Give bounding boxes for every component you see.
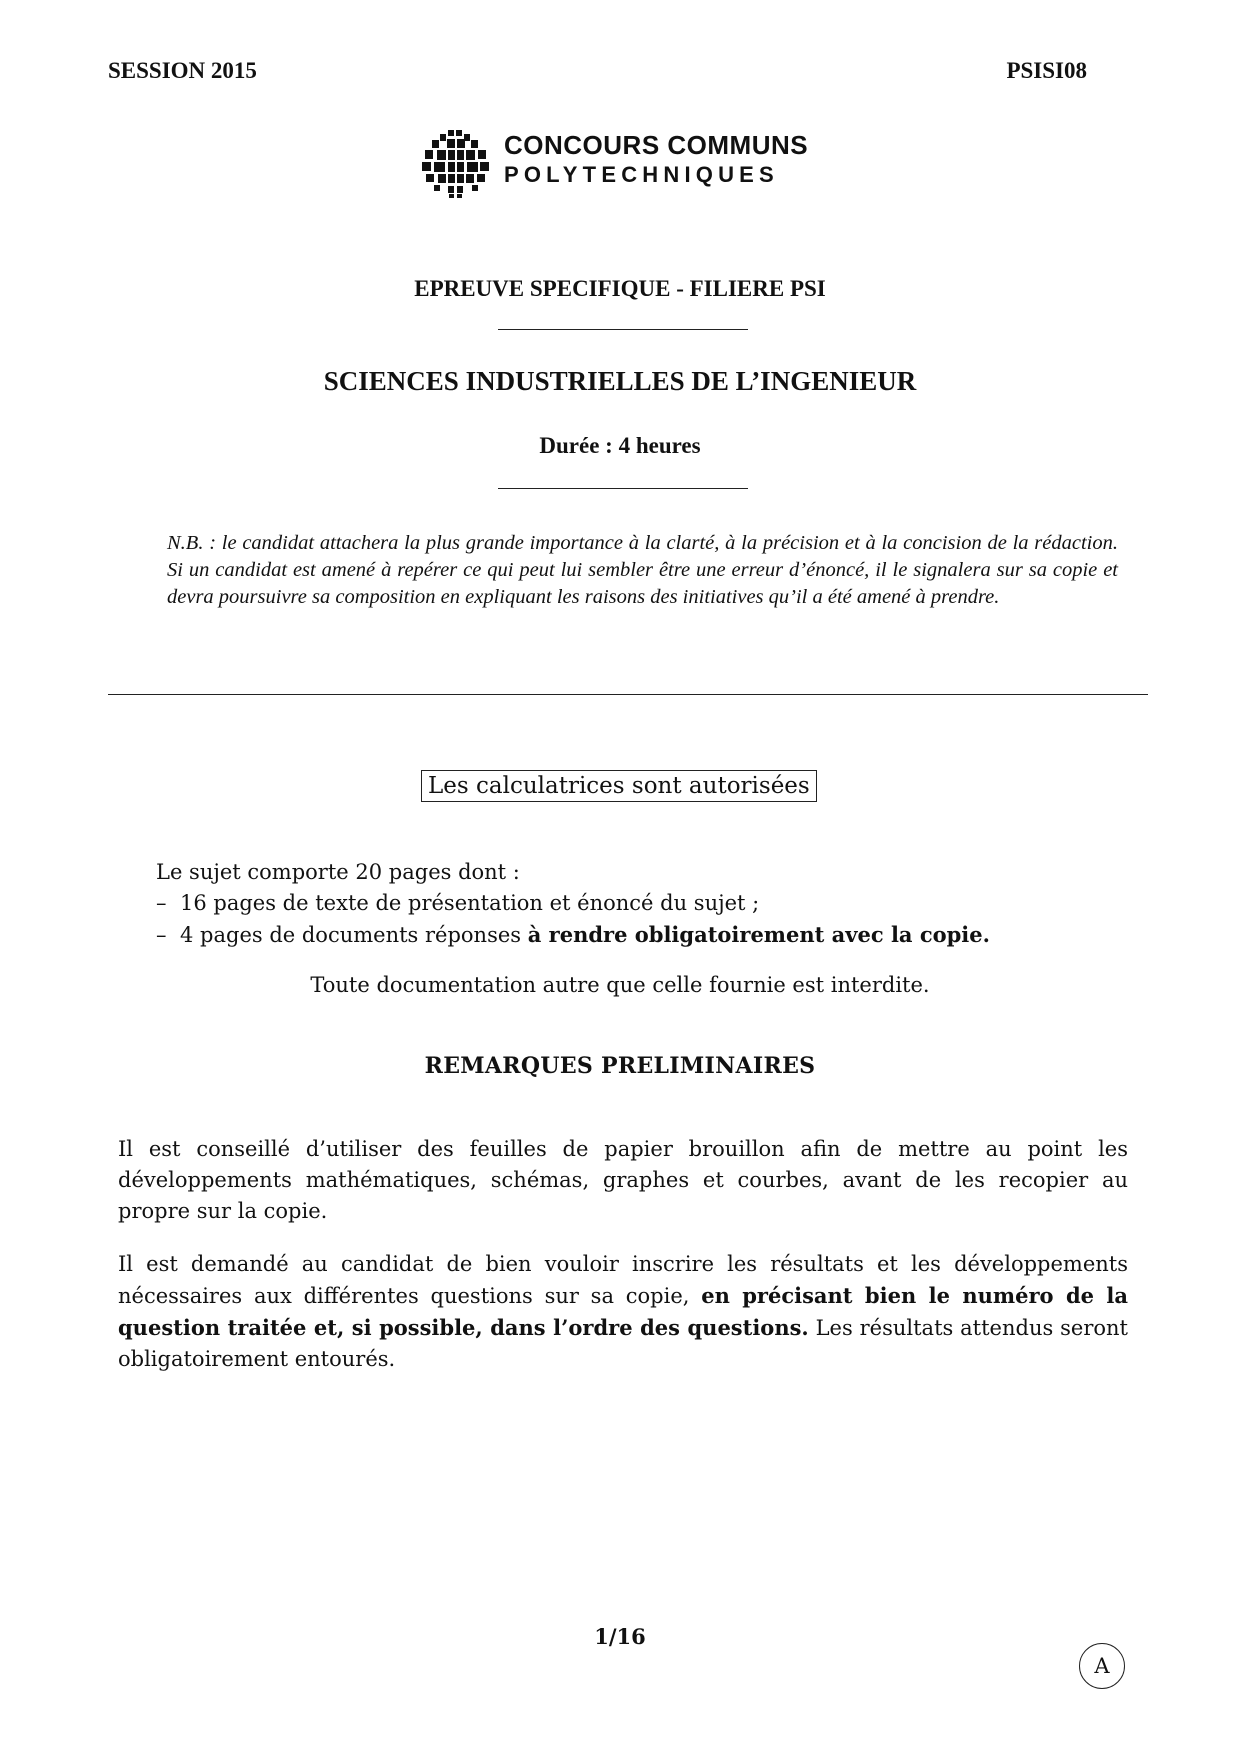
section-divider (108, 694, 1148, 695)
calculator-notice-box: Les calculatrices sont autorisées (421, 770, 817, 802)
subject-title: SCIENCES INDUSTRIELLES DE L’INGENIEUR (323, 366, 917, 396)
paragraph: Il est conseillé d’utiliser des feuilles de papier brouillon afin de mettre au point les développements mathématiques, schémas, graphes et courbes, avant de les recopier au propre sur la copie. (118, 1137, 1128, 1223)
nb-notice: N.B. : le candidat attachera la plus grande importance à la clarté, à la précision et à la concision de la rédaction. Si un candidat est amené à repérer ce qui peut lui sembler être une erreur d’énoncé, il le signalera sur sa copie et devra poursuivre sa composition en expliquant les raisons des initiatives qu’il a été amené à prendre. (167, 532, 1118, 608)
paragraph-emphasis: en précisant bien le numéro de la question traitée et, si possible, dans l’ordre des questions. (118, 1283, 1128, 1340)
paragraph-text: Les résultats attendus seront obligatoirement entourés. (118, 1316, 1128, 1371)
duration: Durée : 4 heures (539, 433, 701, 458)
exam-track-title: EPREUVE SPECIFIQUE - FILIERE PSI (414, 276, 826, 301)
list-dash: – (156, 891, 167, 915)
subject-intro: Le sujet comporte 20 pages dont : (156, 860, 520, 884)
documentation-notice: Toute documentation autre que celle fournie est interdite. (310, 973, 930, 997)
logo-icon (420, 128, 492, 200)
logo-text-line2: POLYTECHNIQUES (504, 162, 779, 187)
logo (420, 128, 840, 200)
list-item-text: 16 pages de texte de présentation et énoncé du sujet ; (180, 891, 760, 915)
logo-text-line1: CONCOURS COMMUNS (504, 130, 809, 160)
exam-code: PSISI08 (1006, 58, 1087, 83)
session-label: SESSION 2015 (108, 58, 257, 83)
paragraph-text: Il est demandé au candidat de bien vouloir inscrire les résultats et les développements nécessaires aux différentes questions sur sa copie, (118, 1252, 1128, 1308)
list-dash: – (156, 923, 167, 947)
list-item (156, 919, 990, 951)
list-item-text: 4 pages de documents réponses (180, 923, 528, 947)
list-item (156, 888, 990, 919)
section-heading: REMARQUES PRELIMINAIRES (424, 1053, 816, 1079)
divider (498, 329, 748, 330)
divider (498, 488, 748, 489)
page-number: 1/16 (594, 1624, 646, 1649)
subject-contents (156, 857, 990, 951)
subject-variant-badge: A (1079, 1643, 1125, 1689)
list-item-emphasis: à rendre obligatoirement avec la copie. (527, 922, 990, 947)
paragraph (118, 1249, 1128, 1375)
